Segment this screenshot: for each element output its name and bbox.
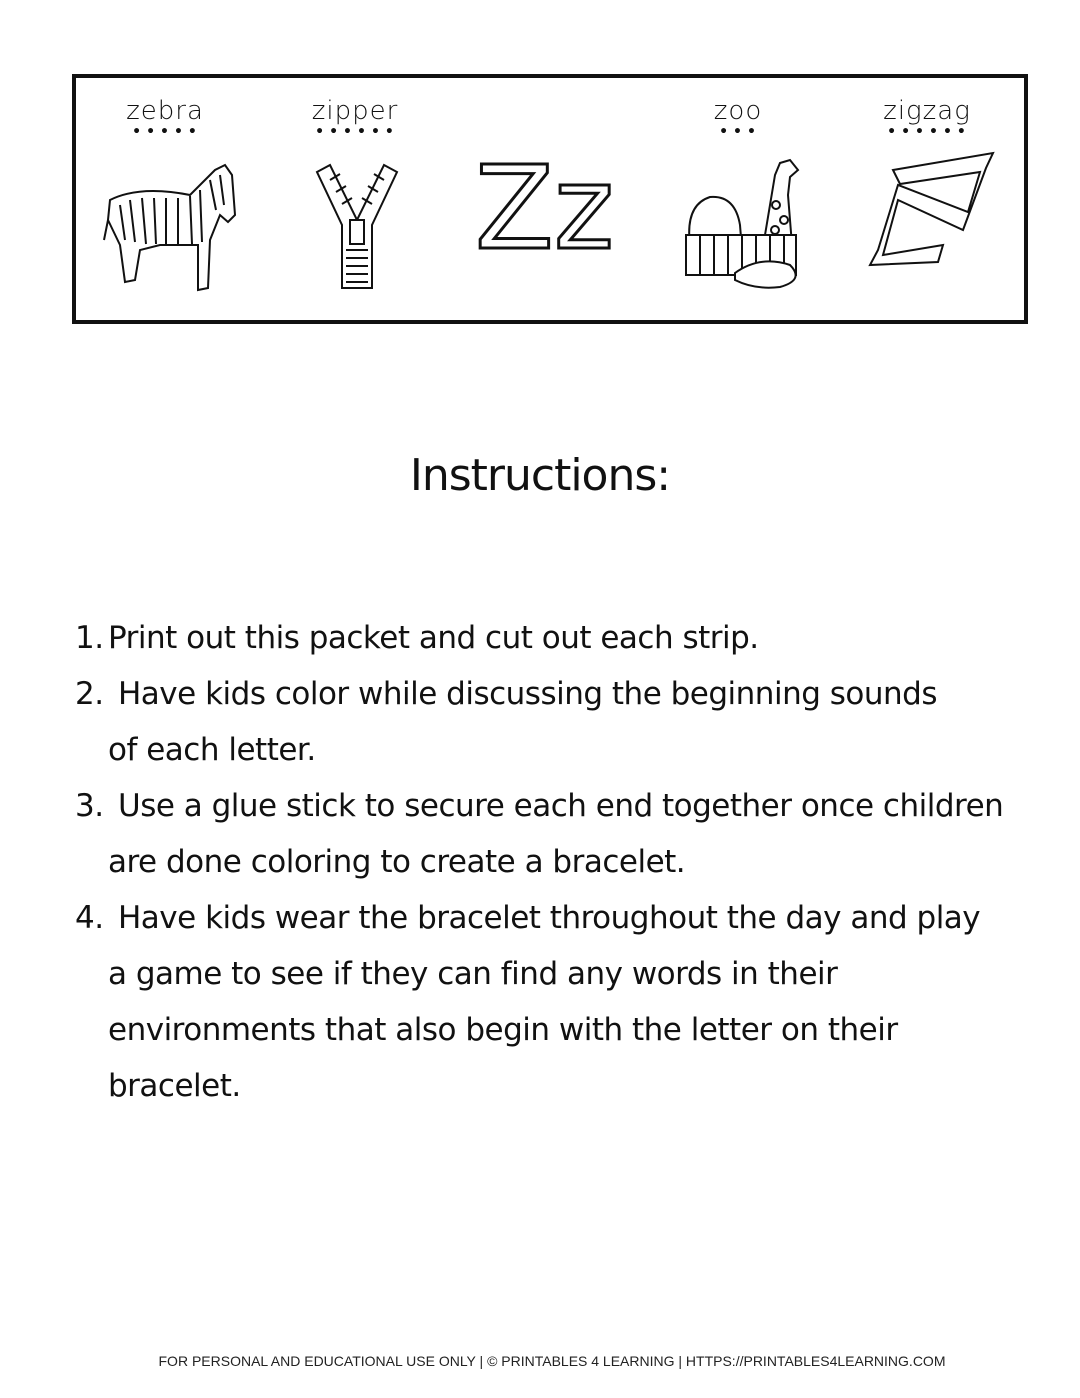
list-item — [75, 890, 1035, 1114]
footer-copyright: FOR PERSONAL AND EDUCATIONAL USE ONLY | © PRINTABLES 4 LEARNING | HTTPS://PRINTABLES4LEARNING.COM — [158, 1353, 946, 1369]
list-item — [75, 610, 1035, 666]
item-text: Print out this packet and cut out each strip. — [108, 620, 759, 656]
item-number: 4. — [75, 900, 104, 936]
dots: •••••• — [887, 124, 971, 140]
item-text: Have kids color while discussing the beginning sounds of each letter. — [108, 676, 937, 768]
dots: ••• — [719, 124, 761, 140]
list-item — [75, 666, 1035, 778]
dots: •••••• — [315, 124, 399, 140]
zebra-icon — [100, 160, 240, 295]
instructions-list — [75, 610, 1035, 1114]
letter-zz-icon — [475, 150, 615, 255]
letter-zz: Zz — [475, 150, 615, 255]
zipper-icon — [312, 160, 402, 292]
item-text: Have kids wear the bracelet throughout the day and play a game to see if they can find any words in their environments that also begin with the letter on their bracelet. — [108, 900, 981, 1104]
item-number: 3. — [75, 788, 104, 824]
instructions-title: Instructions: — [409, 450, 671, 501]
zigzag-icon — [868, 150, 998, 270]
word-zipper: zipper — [311, 96, 399, 126]
word-zigzag: zigzag — [883, 96, 971, 126]
list-item — [75, 778, 1035, 890]
zoo-animals-icon — [680, 155, 815, 295]
word-zoo: zoo — [713, 96, 763, 126]
item-text: Use a glue stick to secure each end together once children are done coloring to create a bracelet. — [108, 788, 1004, 880]
word-zebra: zebra — [126, 96, 204, 126]
item-number: 2. — [75, 676, 104, 712]
item-number: 1. — [75, 620, 104, 656]
dots: ••••• — [132, 124, 202, 140]
